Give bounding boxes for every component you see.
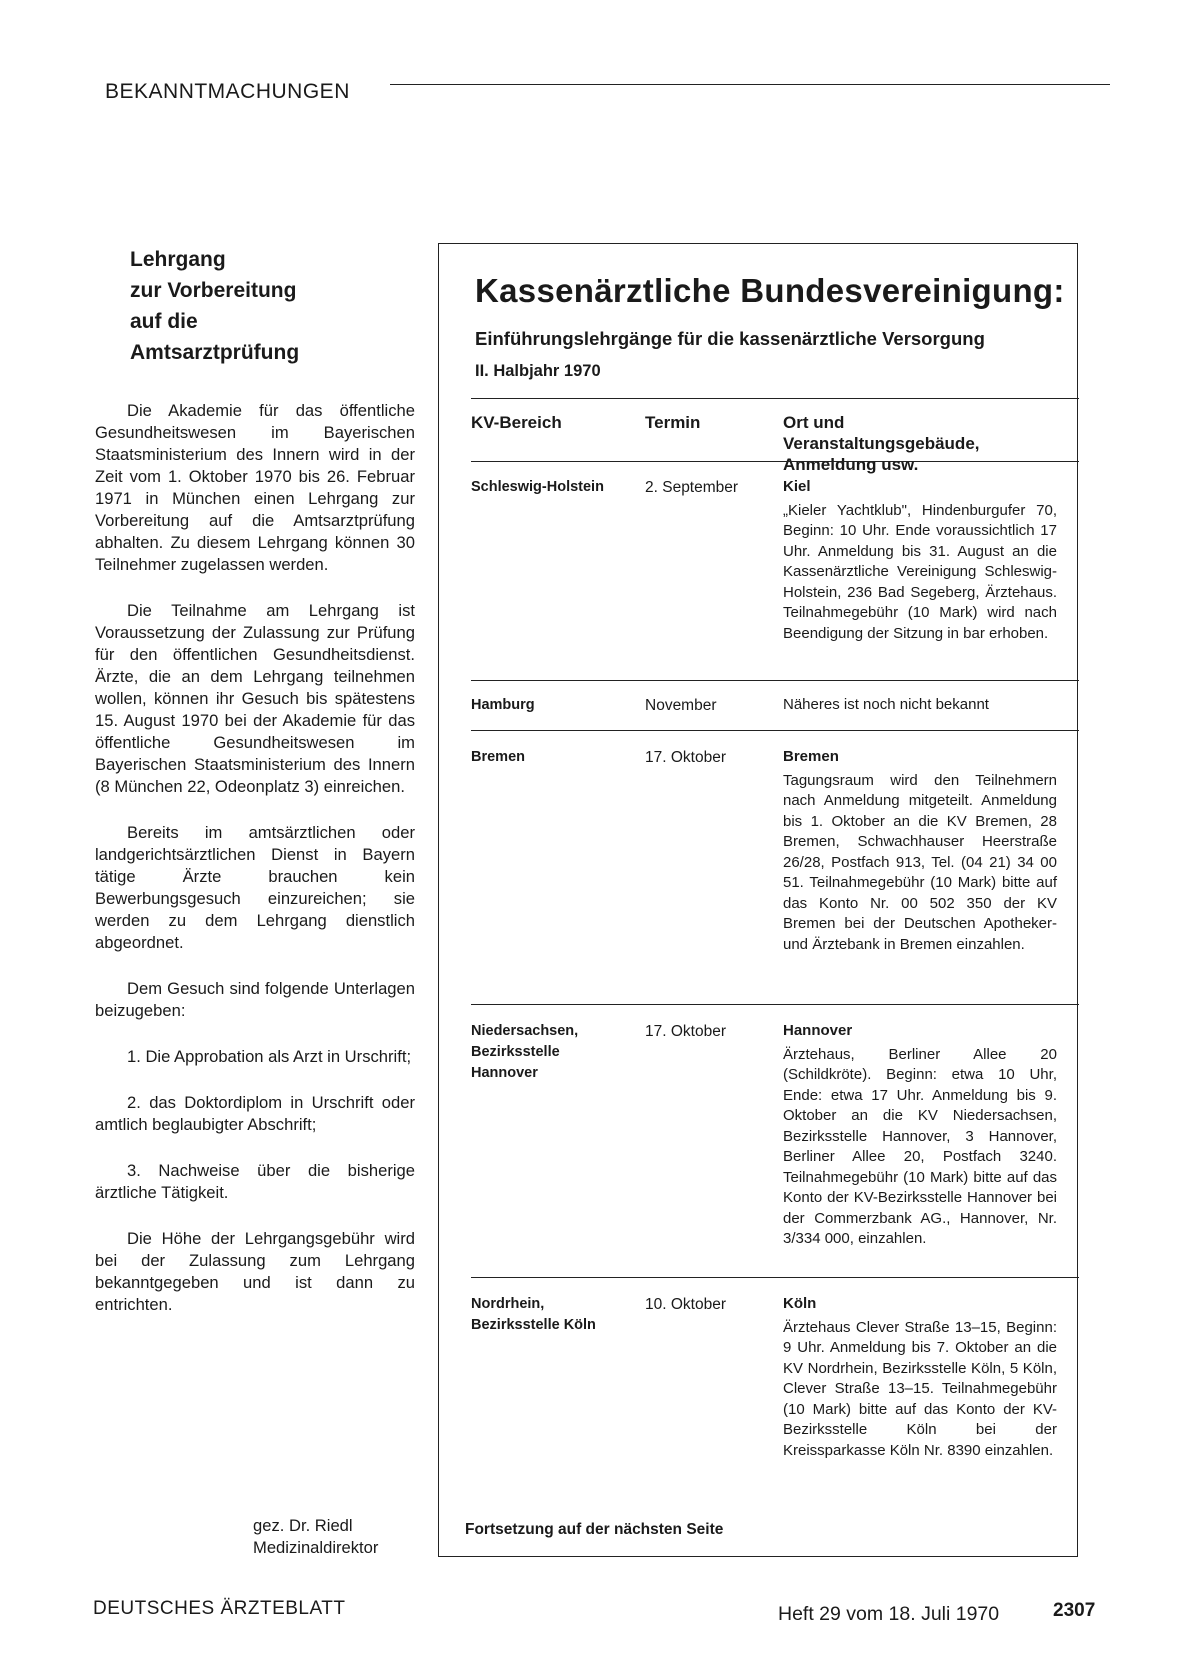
row-divider	[471, 730, 1079, 731]
signature-title: Medizinaldirektor	[253, 1538, 379, 1557]
cell-city: Hannover	[783, 1022, 853, 1039]
section-title: BEKANNTMACHUNGEN	[105, 80, 350, 103]
cell-region: Bremen	[471, 749, 525, 765]
cell-place	[783, 747, 1057, 955]
cell-region: Hamburg	[471, 697, 535, 713]
cell-city: Köln	[783, 1295, 817, 1312]
kv-announcement-box	[438, 243, 1078, 1557]
body-paragraph: Bereits im amtsärztlichen oder landgerichtsärztlichen Dienst in Bayern tätige Ärzte brauchen kein Bewerbungsgesuch einzureichen; sie werden zu dem Lehrgang dienstlich abgeordnet.	[95, 823, 415, 952]
row-divider	[471, 1004, 1079, 1005]
signature-name: gez. Dr. Riedl	[253, 1516, 353, 1535]
cell-place	[783, 1021, 1057, 1250]
table-top-rule	[471, 398, 1079, 399]
heading-line: Lehrgang	[130, 248, 226, 271]
row-divider	[471, 1277, 1079, 1278]
body-paragraph: 2. das Doktordiplom in Urschrift oder amtlich beglaubigter Abschrift;	[95, 1093, 415, 1134]
column-header-place: Ort und Veranstaltungsgebäude, Anmeldung usw.	[783, 413, 980, 474]
kv-subtitle: Einführungslehrgänge für die kassenärztliche Versorgung	[475, 328, 985, 349]
heading-line: Amtsarztprüfung	[130, 341, 300, 364]
cell-details: Ärztehaus, Berliner Allee 20 (Schildkröte). Beginn: etwa 10 Uhr, Ende: etwa 17 Uhr. Anmeldung bis 9. Oktober an die KV Niedersachsen, Bezirksstelle Hannover, 3 Hannover, Berliner Allee 20, Postfach 3240. Teilnahmegebühr (10 Mark) bitte auf das Konto der KV-Bezirksstelle Hannover bei der Commerzbank AG., Hannover, Nr. 3/334 000, einzahlen.	[783, 1045, 1057, 1247]
journal-name: DEUTSCHES ÄRZTEBLATT	[93, 1598, 346, 1619]
signature	[253, 1515, 378, 1559]
body-paragraph: 1. Die Approbation als Arzt in Urschrift;	[127, 1047, 412, 1066]
body-paragraph: Dem Gesuch sind folgende Unterlagen beizugeben:	[95, 979, 415, 1020]
cell-details: Ärztehaus Clever Straße 13–15, Beginn: 9 Uhr. Anmeldung bis 7. Oktober an die KV Nordrhein, Bezirksstelle Köln, 5 Köln, Clever Straße 13–15. Teilnahmegebühr (10 Mark) bitte auf das Konto der KV-Bezirksstelle Köln bei der Kreissparkasse Köln Nr. 8390 einzahlen.	[783, 1318, 1057, 1459]
cell-city: Kiel	[783, 478, 811, 495]
cell-region: Niedersachsen, Bezirksstelle Hannover	[471, 1023, 579, 1081]
table-header-rule	[471, 461, 1079, 462]
cell-date: November	[645, 697, 717, 714]
cell-date: 17. Oktober	[645, 1023, 726, 1040]
column-header-date: Termin	[645, 413, 701, 432]
row-divider	[471, 680, 1079, 681]
cell-region: Nordrhein, Bezirksstelle Köln	[471, 1296, 596, 1333]
cell-city: Bremen	[783, 748, 839, 765]
lehrgang-heading	[130, 244, 430, 368]
cell-place	[783, 477, 1057, 644]
column-header-region: KV-Bereich	[471, 413, 562, 432]
kv-title: Kassenärztliche Bundesvereinigung:	[475, 272, 1065, 309]
heading-line: zur Vorbereitung	[130, 279, 297, 302]
cell-date: 17. Oktober	[645, 749, 726, 766]
heading-line: auf die	[130, 310, 198, 333]
cell-date: 10. Oktober	[645, 1296, 726, 1313]
body-paragraph: 3. Nachweise über die bisherige ärztliche Tätigkeit.	[95, 1161, 415, 1202]
cell-place	[783, 695, 1057, 716]
body-paragraph: Die Teilnahme am Lehrgang ist Voraussetzung der Zulassung zur Prüfung für den öffentlichen Gesundheitsdienst. Ärzte, die an dem Lehrgang teilnehmen wollen, können ihr Gesuch bis spätestens 15. August 1970 bei der Akademie für das öffentliche Gesundheitswesen im Bayerischen Staatsministerium des Innern (8 München 22, Odeonplatz 3) einreichen.	[95, 601, 415, 796]
cell-details: Tagungsraum wird den Teilnehmern nach Anmeldung mitgeteilt. Anmeldung bis 1. Oktober an die KV Bremen, 28 Bremen, Schwachhauser Heerstraße 26/28, Postfach 913, Tel. (04 21) 34 00 51. Teilnahmegebühr (10 Mark) bitte auf das Konto Nr. 00 502 350 der KV Bremen bei der Deutschen Apotheker- und Ärztebank in Bremen einzahlen.	[783, 771, 1057, 953]
cell-details: Näheres ist noch nicht bekannt	[783, 696, 989, 713]
cell-region: Schleswig-Holstein	[471, 479, 604, 495]
body-paragraph: Die Akademie für das öffentliche Gesundheitswesen im Bayerischen Staatsministerium des Innern wird in der Zeit vom 1. Oktober 1970 bis 26. Februar 1971 in München einen Lehrgang zur Vorbereitung auf die Amtsarztprüfung abhalten. Zu diesem Lehrgang können 30 Teilnehmer zugelassen werden.	[95, 401, 415, 574]
header-rule	[390, 84, 1110, 85]
cell-date: 2. September	[645, 479, 739, 496]
lehrgang-body	[95, 400, 415, 1340]
cell-details: „Kieler Yachtklub", Hindenburgufer 70, Beginn: 10 Uhr. Ende voraussichtlich 17 Uhr. Anmeldung bis 31. August an die Kassenärztliche Vereinigung Schleswig-Holstein, 236 Bad Segeberg, Ärztehaus. Teilnahmegebühr (10 Mark) wird nach Beendigung der Sitzung in bar erhoben.	[783, 501, 1057, 642]
body-paragraph: Die Höhe der Lehrgangsgebühr wird bei der Zulassung zum Lehrgang bekanntgegeben und ist dann zu entrichten.	[95, 1229, 415, 1314]
cell-place	[783, 1294, 1057, 1461]
continuation-note: Fortsetzung auf der nächsten Seite	[465, 1521, 724, 1538]
issue-info: Heft 29 vom 18. Juli 1970	[778, 1603, 1000, 1625]
page-number: 2307	[1053, 1600, 1096, 1621]
kv-period: II. Halbjahr 1970	[475, 362, 601, 380]
